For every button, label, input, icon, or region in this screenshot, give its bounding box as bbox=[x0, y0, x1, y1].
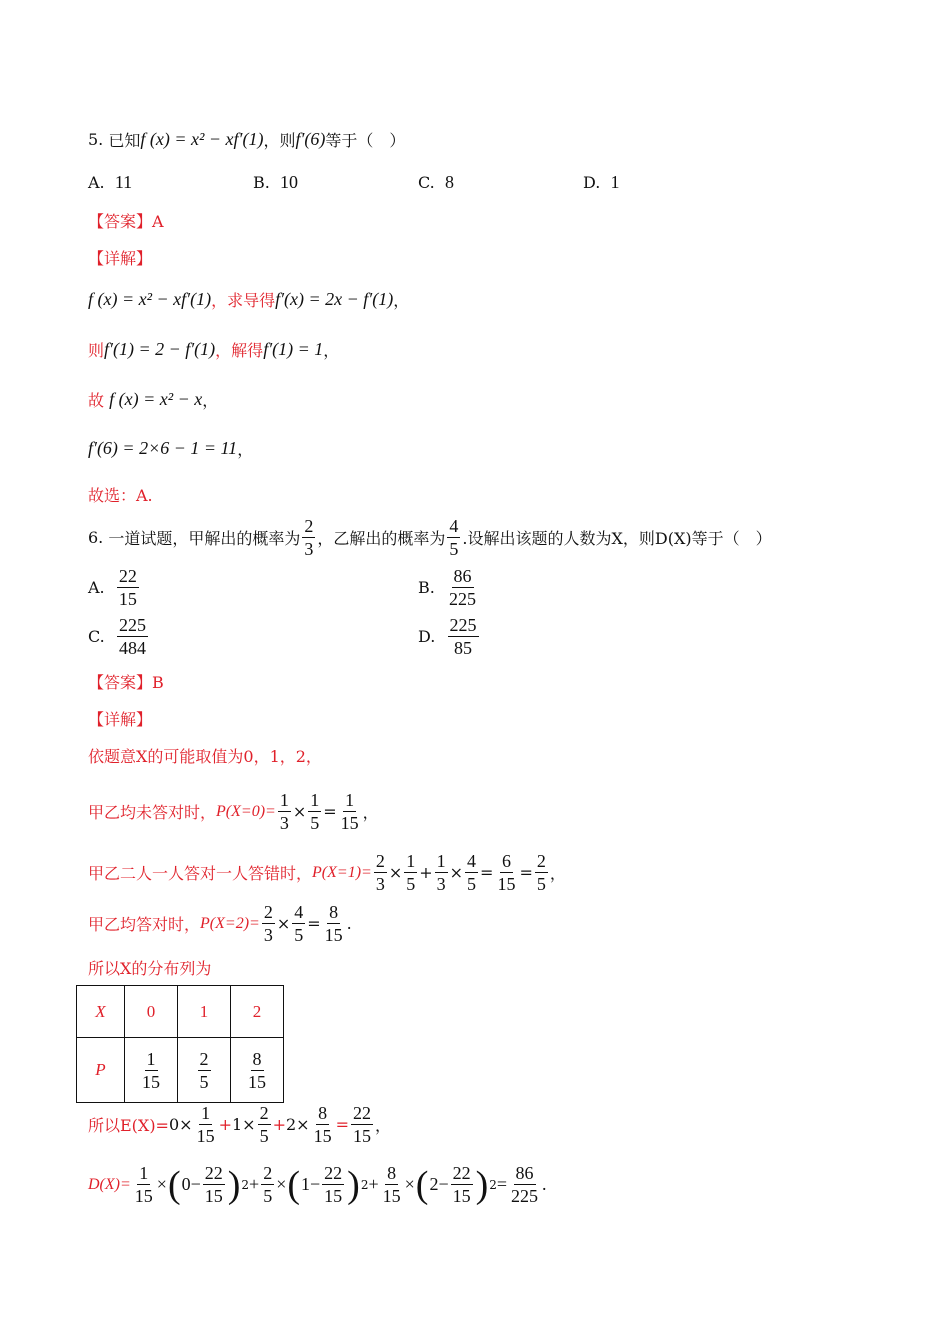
q6-p-jia: $\frac{2}{3}$ bbox=[304, 516, 314, 559]
q6-option-a: A. $\frac{22}{15}$ bbox=[88, 566, 137, 609]
q6-line-3: 甲乙二人一人答对一人答错时， P(X=1)= $\frac{2}{3}$ × $\frac{1}{5}$ + $\frac{1}{3}$ × $\frac{4}{5}$ = $\frac{6}{15}$ = $\frac{2}{5}$ ， bbox=[88, 851, 566, 894]
q5-option-c: C. 8 bbox=[418, 172, 454, 192]
q5-step-1: f (x) = x² − xf′(1) ，求导得 f′(x) = 2x − f′(1) ， bbox=[88, 289, 410, 310]
distribution-table bbox=[76, 985, 284, 1103]
q6-p-yi: $\frac{4}{5}$ bbox=[449, 516, 459, 559]
q5-stem bbox=[88, 128, 405, 151]
q5-step-3: 故 f (x) = x² − x ， bbox=[88, 389, 219, 410]
q5-answer-tag: 【答案】A bbox=[88, 212, 164, 231]
q5-stem-mid: ，则 bbox=[263, 131, 296, 150]
q6-answer-tag: 【答案】B bbox=[88, 673, 164, 692]
table-row: X 0 1 2 bbox=[77, 986, 284, 1038]
q5-number: 5. bbox=[88, 130, 104, 149]
table-row: P $\frac{1}{15}$ $\frac{2}{5}$ $\frac{8}{15}$ bbox=[77, 1038, 284, 1103]
q6-line-2: 甲乙均未答对时， P(X=0)= $\frac{1}{3}$ × $\frac{1}{5}$ = $\frac{1}{15}$ ， bbox=[88, 790, 379, 833]
q6-option-d: D. $\frac{225}{85}$ bbox=[418, 615, 477, 658]
q6-line-1: 依题意X的可能取值为0，1，2， bbox=[88, 747, 322, 766]
q5-option-a: A. 11 bbox=[88, 172, 133, 192]
q5-step-2: 则 f′(1) = 2 − f′(1) ，解得 f′(1) = 1 ， bbox=[88, 339, 340, 360]
q6-option-b: B. $\frac{86}{225}$ bbox=[418, 566, 477, 609]
q5-conclusion: 故选：A. bbox=[88, 486, 153, 505]
q6-line-4: 甲乙均答对时， P(X=2)= $\frac{2}{3}$ × $\frac{4}{5}$ = $\frac{8}{15}$ . bbox=[88, 902, 352, 945]
q6-number: 6. bbox=[88, 528, 104, 547]
q5-stem-suffix: 等于（ ） bbox=[325, 131, 406, 150]
q5-function: f (x) = x² − xf′(1) bbox=[140, 129, 264, 149]
q6-detail-tag: 【详解】 bbox=[88, 710, 153, 729]
q5-option-d: D. 1 bbox=[583, 172, 620, 192]
q5-option-b: B. 10 bbox=[253, 172, 299, 192]
q6-line-5: 所以X的分布列为 bbox=[88, 959, 212, 978]
q6-option-c: C. $\frac{225}{484}$ bbox=[88, 615, 146, 658]
q5-detail-tag: 【详解】 bbox=[88, 249, 153, 268]
q5-stem-prefix: 已知 bbox=[108, 131, 141, 150]
q6-expectation: 所以E(X)= 0× $\frac{1}{15}$ + 1× $\frac{2}{5}$ + 2× $\frac{8}{15}$ = $\frac{22}{15}$ ， bbox=[88, 1103, 391, 1146]
q6-variance: D(X)= $\frac{1}{15}$ × ( 0− $\frac{22}{15}$ ) 2 + $\frac{2}{5}$ × ( 1− $\frac{22}{15}$ ) 2 + $\frac{8}{15}$ × ( 2− $\frac{22}{15}$ ) 2 = $\frac{86}{225}$ . bbox=[88, 1163, 547, 1206]
q6-stem: 6. 一道试题，甲解出的概率为 $\frac{2}{3}$ ，乙解出的概率为 $\frac{4}{5}$ .设解出该题的人数为X，则D(X)等于（ ） bbox=[88, 516, 772, 559]
q5-step-4: f′(6) = 2×6 − 1 = 11 ， bbox=[88, 438, 254, 459]
q5-target: f′(6) bbox=[295, 129, 326, 149]
